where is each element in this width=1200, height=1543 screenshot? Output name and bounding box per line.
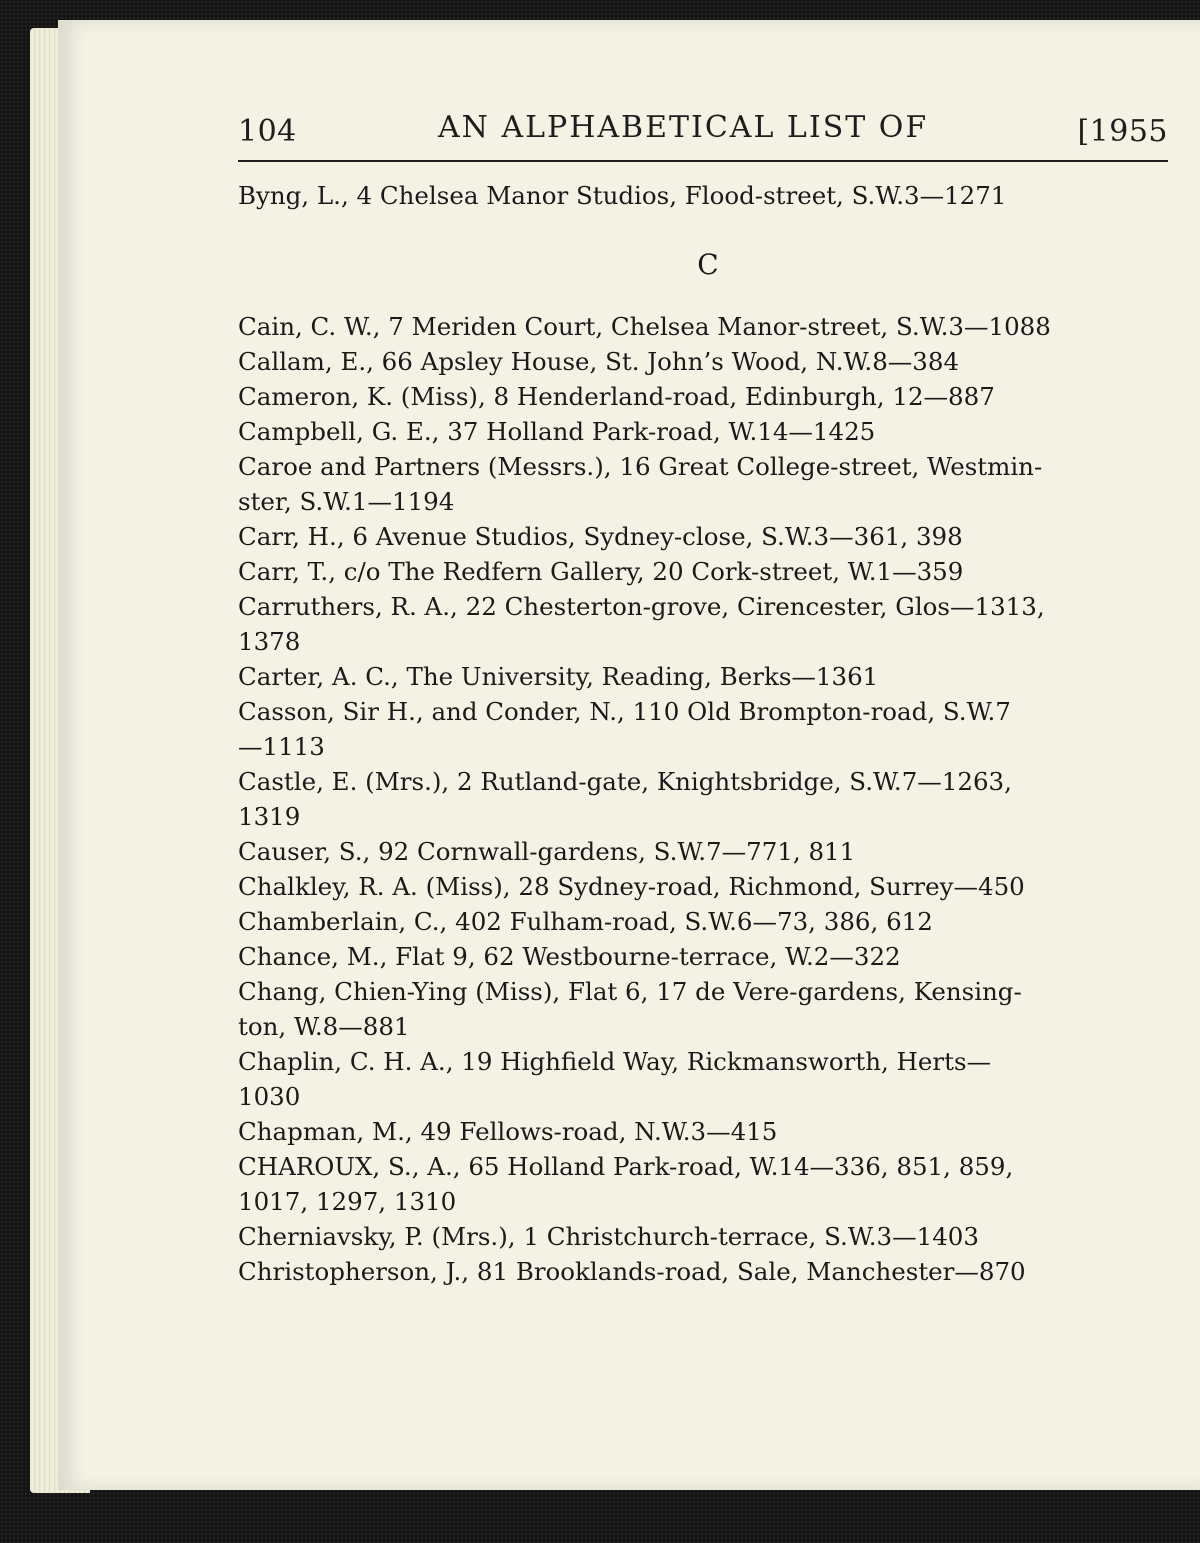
entry-line: —1113 — [238, 732, 325, 761]
section-entries — [238, 309, 1178, 1289]
running-header — [238, 106, 1168, 154]
entry-line: Cherniavsky, P. (Mrs.), 1 Christchurch-terrace, S.W.3—1403 — [238, 1222, 979, 1251]
header-year: [1955 — [1077, 114, 1168, 149]
entry-line: Christopherson, J., 81 Brooklands-road, Sale, Manchester—870 — [238, 1257, 1026, 1286]
header-title: AN ALPHABETICAL LIST OF — [438, 110, 929, 145]
section-letter: C — [697, 248, 719, 281]
entry-line: Carr, T., c/o The Redfern Gallery, 20 Cork-street, W.1—359 — [238, 557, 964, 586]
directory-entry — [238, 414, 1178, 449]
directory-entry — [238, 178, 1178, 213]
directory-entry — [238, 694, 1178, 764]
directory-entry — [238, 1219, 1178, 1254]
entry-line: Chalkley, R. A. (Miss), 28 Sydney-road, Richmond, Surrey—450 — [238, 872, 1025, 901]
entry-line: Casson, Sir H., and Conder, N., 110 Old Brompton-road, S.W.7 — [238, 697, 1011, 726]
entry-line: Chamberlain, C., 402 Fulham-road, S.W.6—73, 386, 612 — [238, 907, 933, 936]
entry-line: ster, S.W.1—1194 — [238, 487, 455, 516]
directory-entry — [238, 764, 1178, 834]
entry-line: Cameron, K. (Miss), 8 Henderland-road, Edinburgh, 12—887 — [238, 382, 995, 411]
entry-line: Chang, Chien-Ying (Miss), Flat 6, 17 de Vere-gardens, Kensing- — [238, 977, 1022, 1006]
directory-entry — [238, 449, 1178, 519]
directory-entry — [238, 344, 1178, 379]
entry-line: Cain, C. W., 7 Meriden Court, Chelsea Manor-street, S.W.3—1088 — [238, 312, 1051, 341]
entry-line: 1378 — [238, 627, 301, 656]
entry-line: Caroe and Partners (Messrs.), 16 Great College-street, Westmin- — [238, 452, 1043, 481]
entry-line: Carruthers, R. A., 22 Chesterton-grove, Cirencester, Glos—1313, — [238, 592, 1045, 621]
directory-entry — [238, 659, 1178, 694]
directory-entry — [238, 1044, 1178, 1114]
entry-line: Carr, H., 6 Avenue Studios, Sydney-close, S.W.3—361, 398 — [238, 522, 963, 551]
directory-entry — [238, 309, 1178, 344]
entry-line: 1030 — [238, 1082, 301, 1111]
entry-line: Chance, M., Flat 9, 62 Westbourne-terrace, W.2—322 — [238, 942, 901, 971]
entry-line: 1319 — [238, 802, 301, 831]
entry-line: Causer, S., 92 Cornwall-gardens, S.W.7—771, 811 — [238, 837, 856, 866]
entry-line: Callam, E., 66 Apsley House, St. John’s Wood, N.W.8—384 — [238, 347, 960, 376]
entry-line: Chapman, M., 49 Fellows-road, N.W.3—415 — [238, 1117, 778, 1146]
entry-line: ton, W.8—881 — [238, 1012, 410, 1041]
directory-entry — [238, 939, 1178, 974]
directory-entry — [238, 904, 1178, 939]
directory-entry — [238, 379, 1178, 414]
pre-section-entries — [238, 178, 1178, 213]
directory-entry — [238, 1149, 1178, 1219]
directory-entry — [238, 1254, 1178, 1289]
directory-entry — [238, 519, 1178, 554]
directory-entry — [238, 974, 1178, 1044]
directory-entry — [238, 834, 1178, 869]
page-number: 104 — [238, 114, 297, 149]
entry-line: CHAROUX, S., A., 65 Holland Park-road, W.14—336, 851, 859, — [238, 1152, 1014, 1181]
entry-line: Campbell, G. E., 37 Holland Park-road, W.14—1425 — [238, 417, 876, 446]
entry-line: Castle, E. (Mrs.), 2 Rutland-gate, Knightsbridge, S.W.7—1263, — [238, 767, 1012, 796]
entry-line: Carter, A. C., The University, Reading, Berks—1361 — [238, 662, 879, 691]
directory-entry — [238, 554, 1178, 589]
entry-line: Chaplin, C. H. A., 19 Highfield Way, Rickmansworth, Herts— — [238, 1047, 992, 1076]
header-rule — [238, 160, 1168, 162]
directory-entry — [238, 589, 1178, 659]
entry-list — [238, 178, 1178, 1289]
directory-entry — [238, 869, 1178, 904]
entry-line: 1017, 1297, 1310 — [238, 1187, 457, 1216]
directory-entry — [238, 1114, 1178, 1149]
entry-line: Byng, L., 4 Chelsea Manor Studios, Flood-street, S.W.3—1271 — [238, 181, 1007, 210]
